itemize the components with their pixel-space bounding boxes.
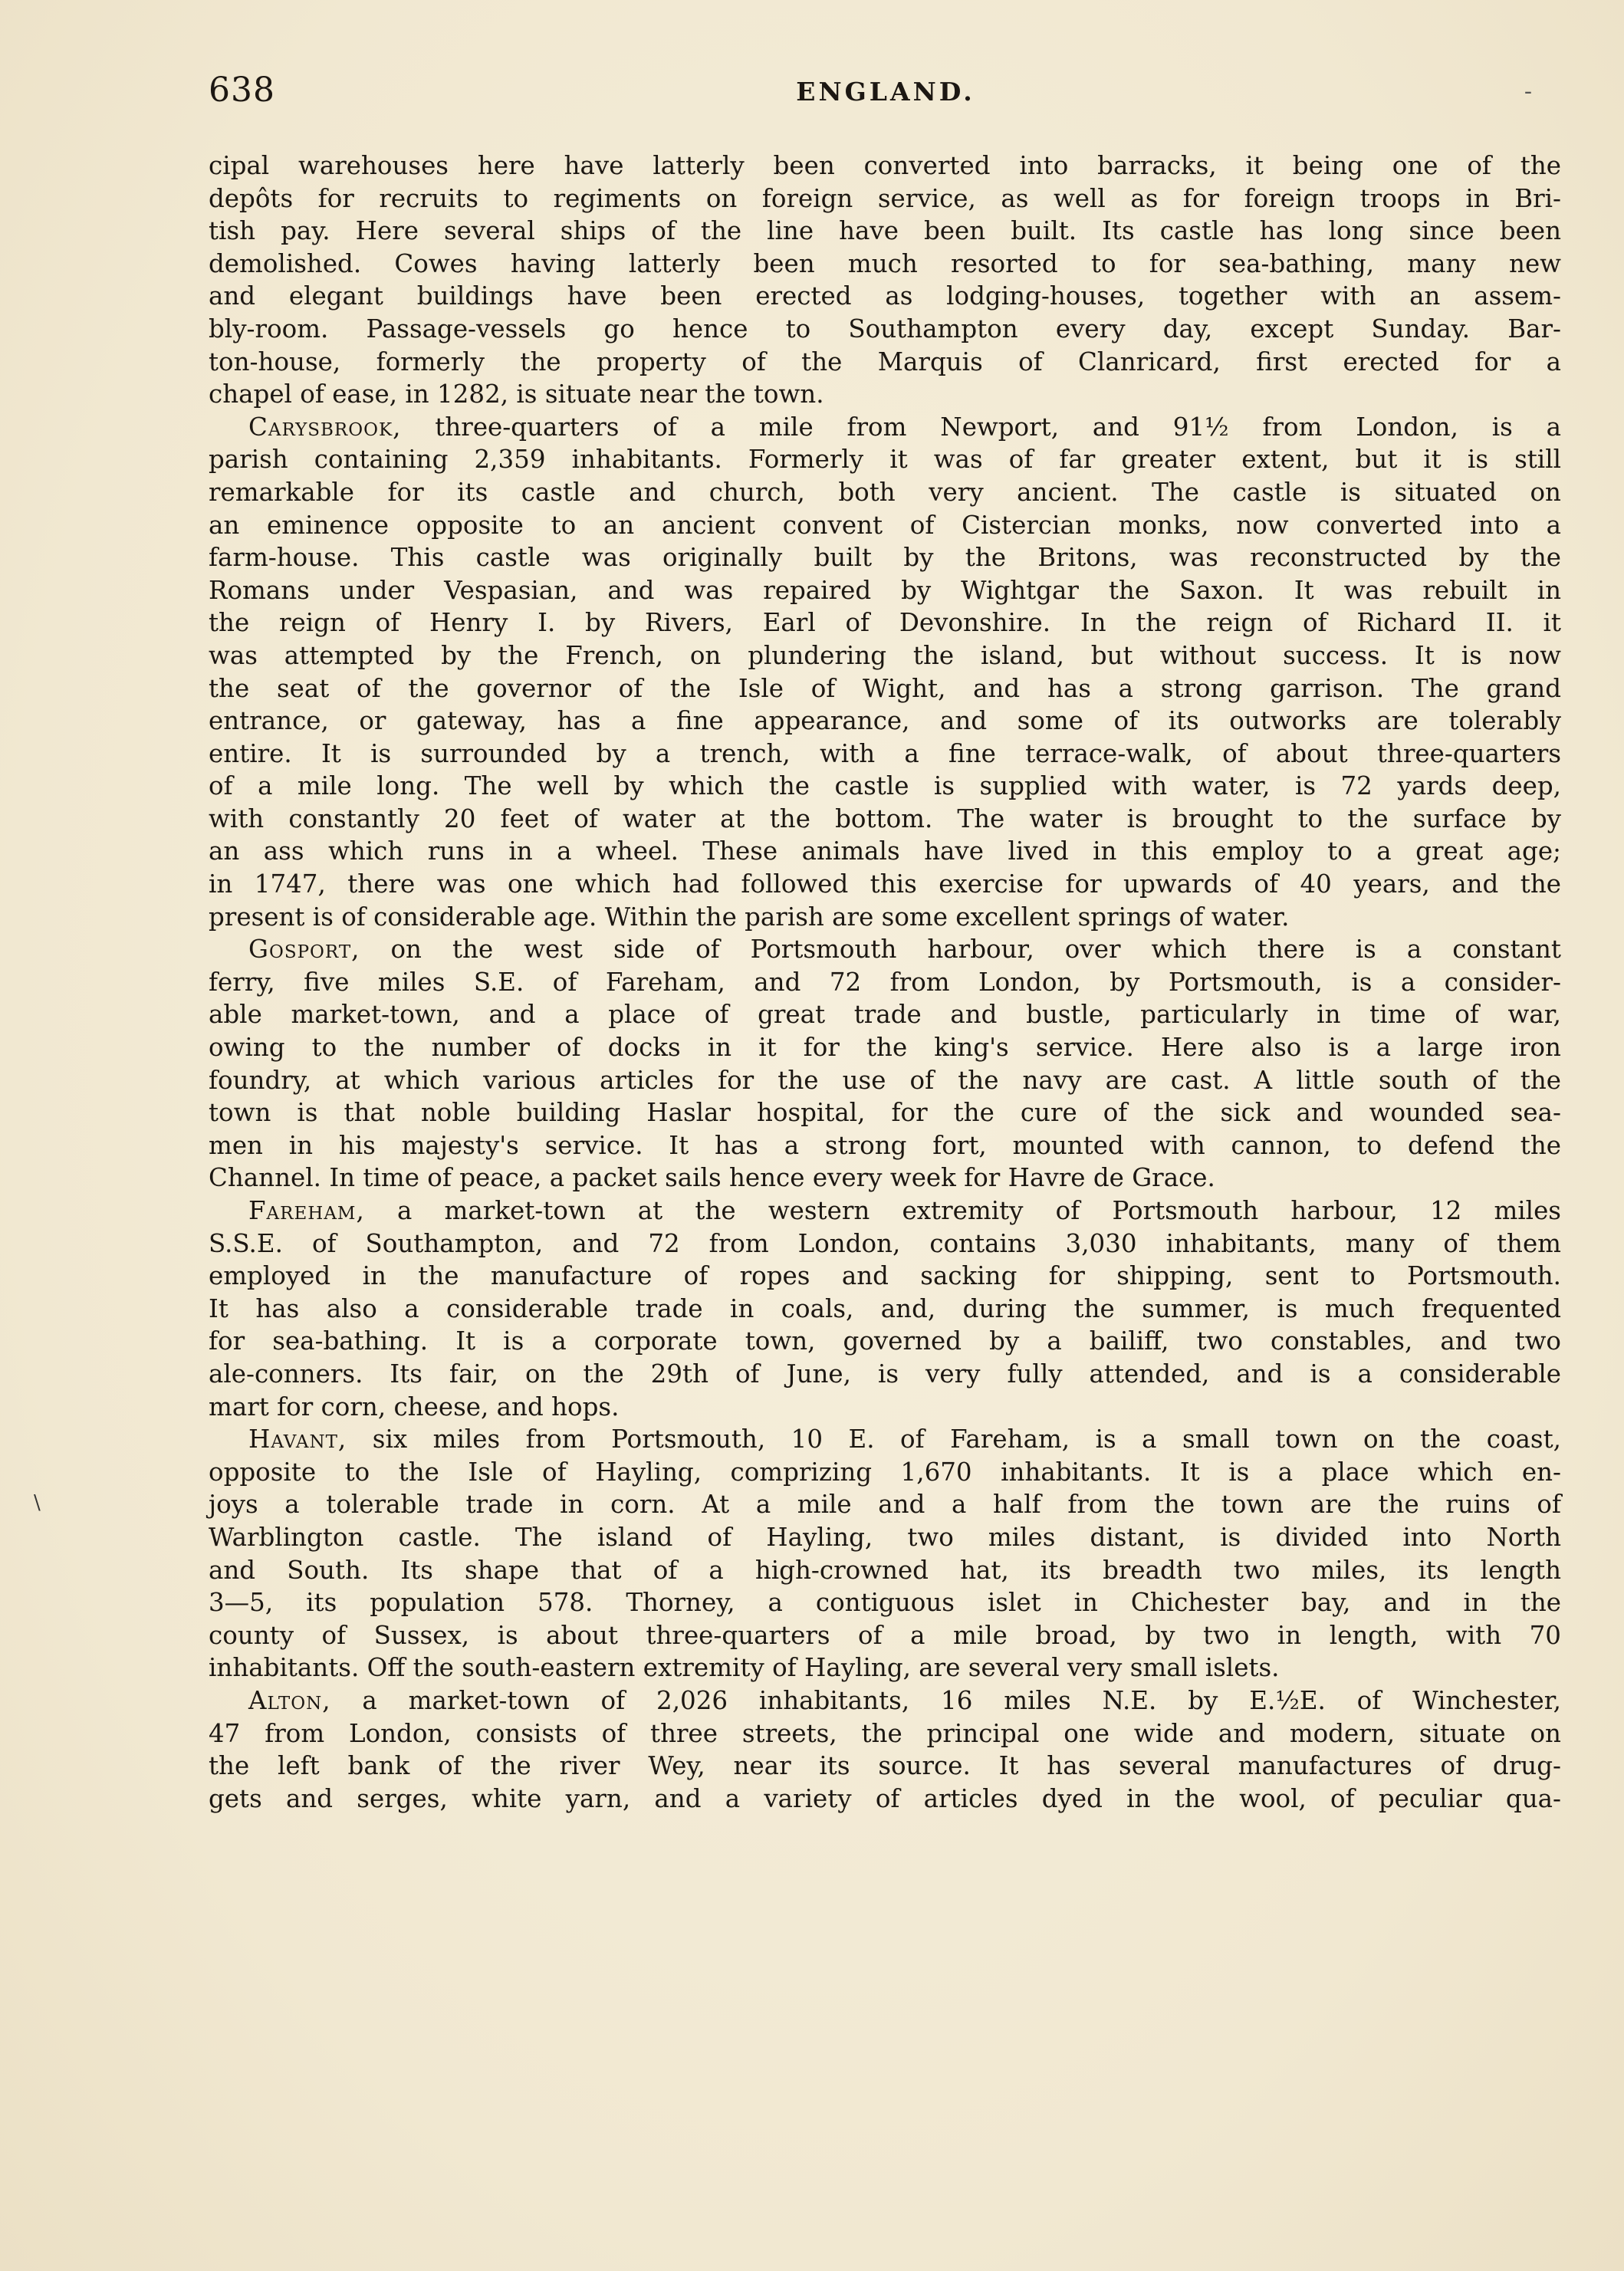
line-text: foundry, at which various articles for the use of the navy are cast. A little south of the — [209, 1065, 1561, 1095]
text-line — [209, 1096, 1561, 1129]
line-text: opposite to the Isle of Hayling, comprizing 1,670 inhabitants. It is a place which en- — [209, 1457, 1561, 1487]
text-line — [209, 215, 1561, 248]
text-line — [209, 1619, 1561, 1652]
margin-mark: \ — [34, 1491, 41, 1514]
line-text: Warblington castle. The island of Hayling, two miles distant, is divided into North — [209, 1522, 1561, 1552]
text-line — [209, 1423, 1561, 1456]
line-text: depôts for recruits to regiments on foreign service, as well as for foreign troops in Bri- — [209, 183, 1561, 213]
header-mark: - — [1524, 78, 1532, 105]
line-text: with constantly 20 feet of water at the bottom. The water is brought to the surface by — [209, 804, 1561, 833]
line-text: bly-room. Passage-vessels go hence to Southampton every day, except Sunday. Bar- — [209, 314, 1561, 343]
text-line — [209, 1651, 1561, 1684]
line-text: an eminence opposite to an ancient convent of Cistercian monks, now converted into a — [209, 510, 1561, 540]
text-line — [209, 1228, 1561, 1260]
line-text: was attempted by the French, on plundering the island, but without success. It is now — [209, 640, 1561, 670]
text-line — [209, 803, 1561, 836]
line-text: joys a tolerable trade in corn. At a mile and a half from the town are the ruins of — [209, 1490, 1561, 1520]
text-line — [209, 443, 1561, 476]
text-line — [209, 705, 1561, 738]
text-line — [209, 1064, 1561, 1097]
line-text: town is that noble building Haslar hospital, for the cure of the sick and wounded sea- — [209, 1098, 1561, 1128]
line-text: and elegant buildings have been erected as lodging-houses, together with an assem- — [209, 281, 1561, 311]
text-line — [209, 966, 1561, 999]
text-line — [209, 933, 1561, 966]
line-text: able market-town, and a place of great trade and bustle, particularly in time of war, — [209, 1000, 1561, 1030]
line-text: entrance, or gateway, has a fine appearance, and some of its outworks are tolerably — [209, 706, 1561, 736]
line-text: demolished. Cowes having latterly been much resorted to for sea-bathing, many new — [209, 248, 1561, 278]
line-text: tish pay. Here several ships of the line have been built. Its castle has long since been — [209, 216, 1561, 246]
text-line — [209, 1195, 1561, 1228]
text-line — [209, 901, 1561, 934]
text-line — [209, 738, 1561, 771]
place-name: Havant, — [248, 1425, 347, 1454]
line-text: ferry, five miles S.E. of Fareham, and 72 from London, by Portsmouth, is a consider- — [209, 967, 1561, 997]
text-line — [209, 1358, 1561, 1391]
line-text: six miles from Portsmouth, 10 E. of Fareham, is a small town on the coast, — [347, 1425, 1561, 1454]
text-line — [209, 280, 1561, 313]
body-text — [209, 150, 1561, 1815]
line-text: the reign of Henry I. by Rivers, Earl of Devonshire. In the reign of Richard II. it — [209, 608, 1561, 638]
place-name: Carysbrook, — [248, 412, 402, 442]
line-text: gets and serges, white yarn, and a variety of articles dyed in the wool, of peculiar qua- — [209, 1783, 1561, 1813]
line-text: on the west side of Portsmouth harbour, over which there is a constant — [360, 935, 1561, 965]
text-line — [209, 1162, 1561, 1195]
line-text: the left bank of the river Wey, near its source. It has several manufactures of drug- — [209, 1751, 1561, 1781]
line-text: and South. Its shape that of a high-crowned hat, its breadth two miles, its length — [209, 1555, 1561, 1585]
text-line — [209, 182, 1561, 215]
line-text: men in his majesty's service. It has a strong fort, mounted with cannon, to defend the — [209, 1130, 1561, 1160]
place-name: Alton, — [248, 1685, 331, 1715]
line-text: a market-town of 2,026 inhabitants, 16 miles N.E. by E.½E. of Winchester, — [330, 1685, 1561, 1715]
text-line — [209, 1488, 1561, 1521]
text-line — [209, 541, 1561, 574]
text-line — [209, 1717, 1561, 1750]
line-text: Channel. In time of peace, a packet sails hence every week for Havre de Grace. — [209, 1163, 1215, 1193]
page-header — [209, 71, 1563, 117]
line-text: parish containing 2,359 inhabitants. Formerly it was of far greater extent, but it is still — [209, 445, 1561, 475]
line-text: 3—5, its population 578. Thorney, a contiguous islet in Chichester bay, and in the — [209, 1588, 1561, 1618]
text-line — [209, 574, 1561, 607]
text-line — [209, 998, 1561, 1031]
text-line — [209, 770, 1561, 803]
line-text: cipal warehouses here have latterly been converted into barracks, it being one of the — [209, 151, 1561, 180]
text-line — [209, 868, 1561, 901]
line-text: Romans under Vespasian, and was repaired by Wightgar the Saxon. It was rebuilt in — [209, 575, 1561, 605]
line-text: farm-house. This castle was originally built by the Britons, was reconstructed by the — [209, 543, 1561, 573]
line-text: It has also a considerable trade in coals, and, during the summer, is much frequented — [209, 1293, 1561, 1323]
line-text: of a mile long. The well by which the castle is supplied with water, is 72 yards deep, — [209, 771, 1561, 801]
text-line — [209, 1521, 1561, 1554]
line-text: for sea-bathing. It is a corporate town, governed by a bailiff, two constables, and two — [209, 1326, 1561, 1356]
line-text: county of Sussex, is about three-quarters of a mile broad, by two in length, with 70 — [209, 1620, 1561, 1650]
text-line — [209, 639, 1561, 672]
text-line — [209, 476, 1561, 509]
line-text: in 1747, there was one which had followed this exercise for upwards of 40 years, and the — [209, 869, 1561, 899]
line-text: mart for corn, cheese, and hops. — [209, 1392, 620, 1421]
line-text: a market-town at the western extremity of Portsmouth harbour, 12 miles — [364, 1196, 1561, 1225]
text-line — [209, 1750, 1561, 1783]
text-line — [209, 1783, 1561, 1816]
line-text: chapel of ease, in 1282, is situate near the town. — [209, 380, 824, 409]
line-text: ale-conners. Its fair, on the 29th of June, is very fully attended, and is a considerable — [209, 1359, 1561, 1389]
text-line — [209, 1456, 1561, 1489]
line-text: entire. It is surrounded by a trench, with a fine terrace-walk, of about three-quarters — [209, 738, 1561, 768]
text-line — [209, 1325, 1561, 1358]
text-line — [209, 1293, 1561, 1326]
line-text: employed in the manufacture of ropes and sacking for shipping, sent to Portsmouth. — [209, 1261, 1561, 1291]
text-line — [209, 346, 1561, 379]
text-line — [209, 248, 1561, 281]
line-text: three-quarters of a mile from Newport, and 91½ from London, is a — [401, 412, 1561, 442]
text-line — [209, 1129, 1561, 1162]
text-line — [209, 1586, 1561, 1619]
line-text: the seat of the governor of the Isle of Wight, and has a strong garrison. The grand — [209, 673, 1561, 703]
text-line — [209, 1260, 1561, 1293]
line-text: inhabitants. Off the south-eastern extremity of Hayling, are several very small islets. — [209, 1653, 1280, 1683]
text-line — [209, 509, 1561, 542]
text-line — [209, 1391, 1561, 1424]
line-text: S.S.E. of Southampton, and 72 from London, contains 3,030 inhabitants, many of them — [209, 1228, 1561, 1258]
text-line — [209, 1554, 1561, 1587]
running-title: ENGLAND. — [796, 77, 975, 107]
text-line — [209, 835, 1561, 868]
text-line — [209, 672, 1561, 705]
line-text: 47 from London, consists of three streets, the principal one wide and modern, situate on — [209, 1718, 1561, 1748]
text-line — [209, 1031, 1561, 1064]
text-line — [209, 1684, 1561, 1717]
line-text: remarkable for its castle and church, both very ancient. The castle is situated on — [209, 477, 1561, 507]
text-line — [209, 606, 1561, 639]
place-name: Fareham, — [248, 1196, 365, 1225]
line-text: present is of considerable age. Within the parish are some excellent springs of water. — [209, 902, 1290, 932]
line-text: ton-house, formerly the property of the Marquis of Clanricard, first erected for a — [209, 347, 1561, 376]
text-line — [209, 411, 1561, 444]
line-text: an ass which runs in a wheel. These animals have lived in this employ to a great age; — [209, 836, 1561, 866]
page-number: 638 — [209, 71, 275, 110]
text-line — [209, 313, 1561, 346]
place-name: Gosport, — [248, 935, 360, 965]
text-line — [209, 150, 1561, 182]
line-text: owing to the number of docks in it for the king's service. Here also is a large iron — [209, 1033, 1561, 1063]
text-line — [209, 378, 1561, 411]
